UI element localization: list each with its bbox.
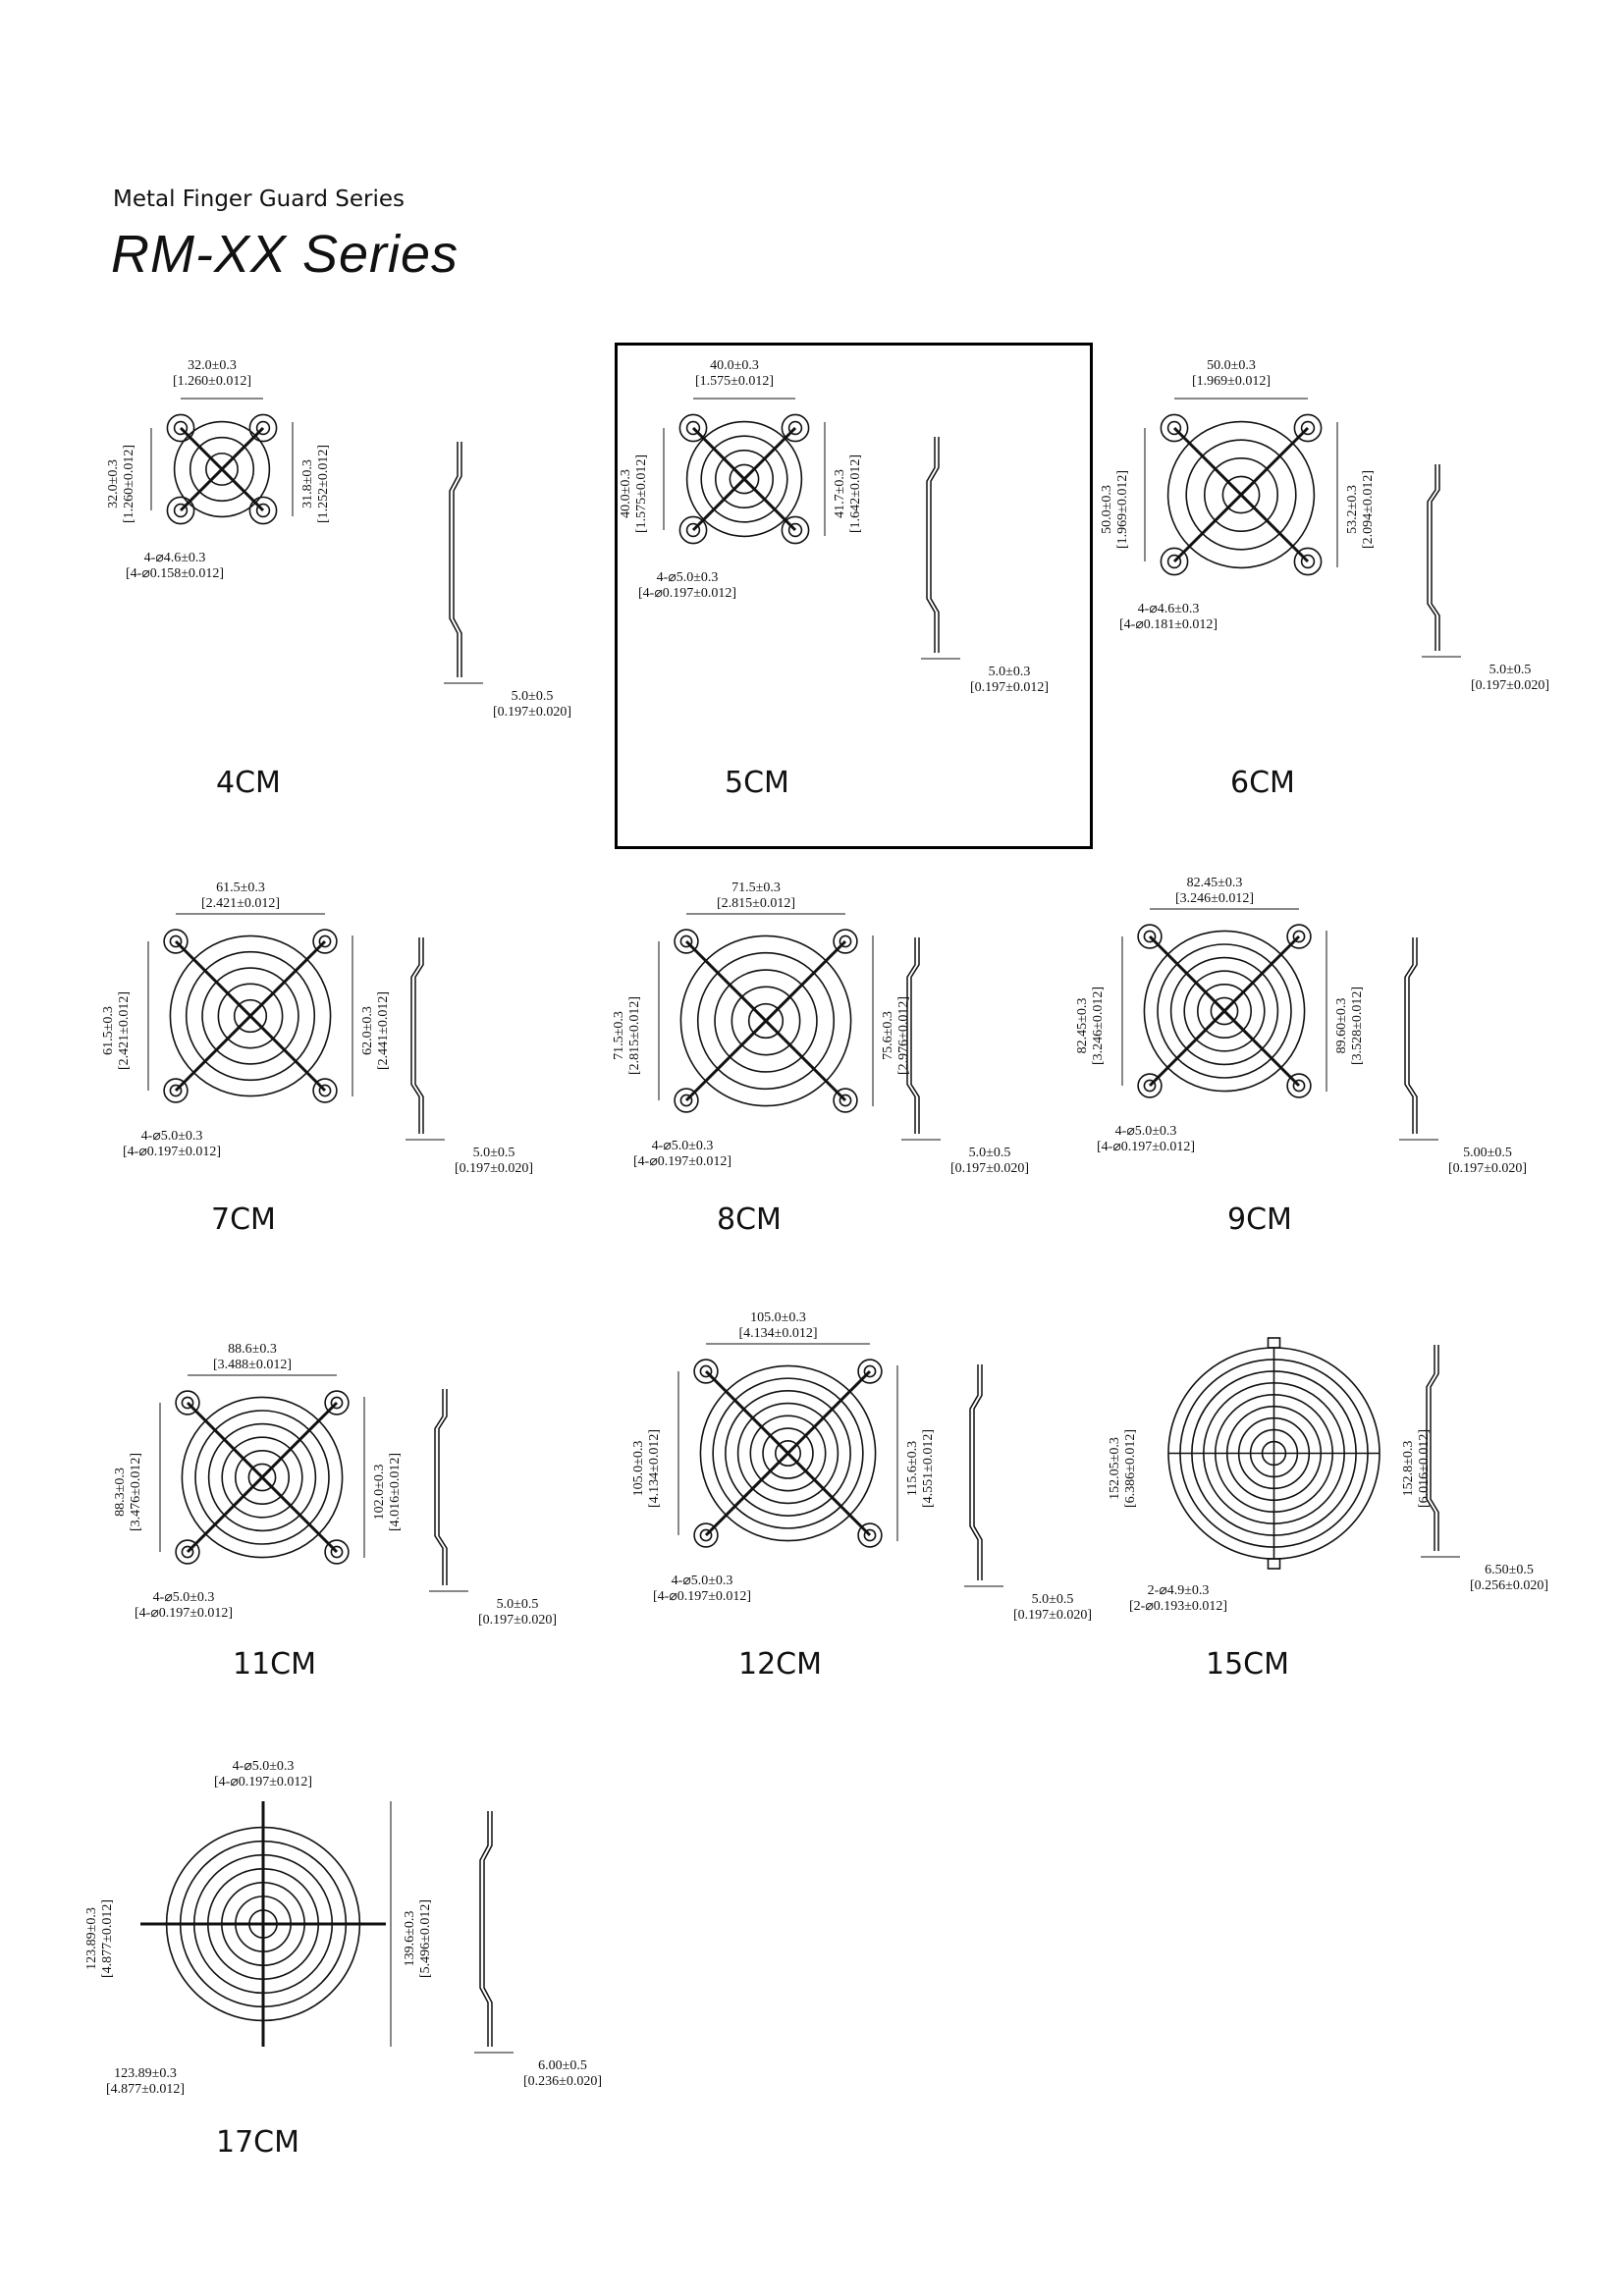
fan-guard-drawing-12cm: [673, 1338, 903, 1569]
thickness-dim-15cm: [1470, 1563, 1548, 1594]
hole-dim-15cm-in: [2-⌀0.193±0.012]: [1129, 1599, 1228, 1614]
side-profile-7cm: [396, 928, 455, 1173]
fan-guard-drawing-17cm: [126, 1787, 401, 2061]
hole-dim-11cm-mm: 4-⌀5.0±0.3: [152, 1590, 215, 1605]
model-caption-4cm: 4CM: [216, 766, 281, 800]
top-dim-11cm-in: [3.488±0.012]: [213, 1358, 293, 1372]
left-dim-6cm-in: [1.969±0.012]: [1115, 469, 1130, 549]
model-caption-15cm: 15CM: [1206, 1647, 1290, 1682]
left-dim-11cm: [113, 1453, 144, 1531]
thickness-dim-4cm: [493, 689, 571, 721]
left-dim-17cm-in: [4.877±0.012]: [100, 1898, 115, 1978]
thickness-dim-8cm-mm: 5.0±0.5: [968, 1146, 1011, 1160]
right-dim-9cm-mm: 89.60±0.3: [1334, 997, 1349, 1054]
right-dim-4cm: [300, 445, 332, 523]
model-caption-12cm: 12CM: [738, 1647, 823, 1682]
thickness-dim-17cm-in: [0.236±0.020]: [523, 2074, 603, 2089]
top-dim-5cm-in: [1.575±0.012]: [695, 374, 775, 389]
hole-dim-6cm: [1119, 602, 1218, 633]
model-caption-5cm: 5CM: [725, 766, 789, 800]
thickness-dim-9cm: [1448, 1146, 1527, 1177]
top-dim-9cm-in: [3.246±0.012]: [1175, 891, 1255, 906]
thickness-dim-17cm: [523, 2058, 602, 2090]
right-dim-8cm-in: [2.976±0.012]: [896, 995, 911, 1075]
top-dim-11cm-mm: 88.6±0.3: [228, 1342, 277, 1357]
top-dim-6cm-mm: 50.0±0.3: [1207, 358, 1256, 373]
left-dim-4cm-in: [1.260±0.012]: [122, 444, 136, 523]
right-dim-11cm-in: [4.016±0.012]: [388, 1452, 403, 1531]
hole-dim-8cm-mm: 4-⌀5.0±0.3: [651, 1139, 714, 1153]
hole-dim-6cm-in: [4-⌀0.181±0.012]: [1119, 617, 1218, 632]
left-dim-5cm-mm: 40.0±0.3: [619, 469, 633, 518]
thickness-dim-6cm-in: [0.197±0.020]: [1471, 678, 1550, 693]
top-dim-11cm: [213, 1342, 292, 1373]
left-dim-15cm-in: [6.386±0.012]: [1123, 1428, 1138, 1508]
thickness-dim-7cm-mm: 5.0±0.5: [472, 1146, 515, 1160]
right-dim-6cm: [1345, 470, 1377, 549]
hole-dim-5cm: [638, 570, 736, 602]
top-dim-7cm: [201, 881, 280, 912]
hole-dim-17cm: [106, 2066, 185, 2098]
hole-dim-7cm-in: [4-⌀0.197±0.012]: [123, 1145, 222, 1159]
side-profile-9cm: [1389, 928, 1448, 1173]
hole-dim-15cm: [1129, 1583, 1227, 1615]
fan-guard-drawing-11cm: [154, 1369, 370, 1585]
top-dim-12cm-in: [4.134±0.012]: [738, 1326, 818, 1341]
thickness-dim-11cm-mm: 5.0±0.5: [496, 1597, 539, 1612]
model-caption-9cm: 9CM: [1227, 1202, 1292, 1237]
thickness-dim-9cm-mm: 5.00±0.5: [1463, 1146, 1512, 1160]
thickness-dim-12cm-mm: 5.0±0.5: [1031, 1592, 1074, 1607]
left-dim-4cm-mm: 32.0±0.3: [106, 459, 121, 508]
hole-dim-12cm-in: [4-⌀0.197±0.012]: [653, 1589, 752, 1604]
thickness-dim-8cm-in: [0.197±0.020]: [950, 1161, 1030, 1176]
left-dim-17cm: [84, 1899, 116, 1978]
top-dim-8cm-mm: 71.5±0.3: [731, 881, 781, 895]
right-dim-12cm-in: [4.551±0.012]: [921, 1428, 936, 1508]
right-dim-11cm-mm: 102.0±0.3: [372, 1464, 387, 1521]
thickness-dim-5cm-mm: 5.0±0.3: [988, 665, 1031, 679]
thickness-dim-12cm-in: [0.197±0.020]: [1013, 1608, 1093, 1623]
fan-guard-drawing-4cm: [145, 393, 298, 546]
right-dim-4cm-in: [1.252±0.012]: [316, 444, 331, 523]
top-dim-4cm-mm: 32.0±0.3: [188, 358, 237, 373]
fan-guard-drawing-7cm: [142, 908, 358, 1124]
thickness-dim-7cm-in: [0.197±0.020]: [455, 1161, 534, 1176]
right-dim-17cm-in: [5.496±0.012]: [418, 1898, 433, 1978]
left-dim-9cm-in: [3.246±0.012]: [1091, 986, 1106, 1065]
left-dim-12cm-mm: 105.0±0.3: [631, 1440, 646, 1496]
left-dim-4cm: [106, 445, 137, 523]
side-profile-11cm: [419, 1379, 478, 1625]
fan-guard-drawing-6cm: [1139, 393, 1343, 597]
left-dim-5cm: [619, 454, 650, 533]
top-dim-17cm-in: [4-⌀0.197±0.012]: [214, 1775, 313, 1789]
hole-dim-4cm-in: [4-⌀0.158±0.012]: [126, 566, 225, 581]
fan-guard-drawing-15cm: [1149, 1328, 1399, 1578]
thickness-dim-4cm-mm: 5.0±0.5: [511, 689, 554, 704]
thickness-dim-15cm-mm: 6.50±0.5: [1485, 1563, 1534, 1577]
thickness-dim-7cm: [455, 1146, 533, 1177]
hole-dim-5cm-in: [4-⌀0.197±0.012]: [638, 586, 737, 601]
left-dim-17cm-mm: 123.89±0.3: [84, 1907, 99, 1970]
hole-dim-4cm: [126, 551, 224, 582]
hole-dim-7cm-mm: 4-⌀5.0±0.3: [140, 1129, 203, 1144]
right-dim-9cm-in: [3.528±0.012]: [1350, 986, 1365, 1065]
top-dim-17cm-mm: 4-⌀5.0±0.3: [232, 1759, 295, 1774]
right-dim-8cm: [881, 996, 912, 1075]
left-dim-7cm: [101, 991, 133, 1070]
side-profile-17cm: [464, 1801, 523, 2086]
hole-dim-5cm-mm: 4-⌀5.0±0.3: [656, 570, 719, 585]
hole-dim-8cm: [633, 1139, 731, 1170]
left-dim-7cm-mm: 61.5±0.3: [101, 1006, 116, 1055]
model-caption-8cm: 8CM: [717, 1202, 782, 1237]
top-dim-4cm: [173, 358, 251, 390]
left-dim-5cm-in: [1.575±0.012]: [634, 454, 649, 533]
thickness-dim-17cm-mm: 6.00±0.5: [538, 2058, 587, 2073]
top-dim-5cm: [695, 358, 774, 390]
right-dim-5cm-mm: 41.7±0.3: [833, 469, 847, 518]
right-dim-8cm-mm: 75.6±0.3: [881, 1011, 895, 1060]
top-dim-12cm: [739, 1310, 818, 1342]
hole-dim-4cm-mm: 4-⌀4.6±0.3: [143, 551, 206, 565]
top-dim-6cm: [1192, 358, 1271, 390]
top-dim-7cm-in: [2.421±0.012]: [201, 896, 281, 911]
right-dim-17cm-mm: 139.6±0.3: [403, 1910, 417, 1967]
right-dim-4cm-mm: 31.8±0.3: [300, 459, 315, 508]
top-dim-17cm: [214, 1759, 312, 1790]
right-dim-6cm-in: [2.094±0.012]: [1361, 469, 1376, 549]
top-dim-8cm: [717, 881, 795, 912]
thickness-dim-9cm-in: [0.197±0.020]: [1448, 1161, 1528, 1176]
right-dim-5cm: [833, 454, 864, 533]
left-dim-6cm: [1100, 470, 1131, 549]
top-dim-5cm-mm: 40.0±0.3: [710, 358, 759, 373]
left-dim-9cm: [1075, 987, 1107, 1065]
thickness-dim-5cm: [970, 665, 1049, 696]
model-caption-7cm: 7CM: [211, 1202, 276, 1237]
right-dim-7cm: [360, 991, 392, 1070]
right-dim-11cm: [372, 1453, 404, 1531]
left-dim-12cm-in: [4.134±0.012]: [647, 1428, 662, 1508]
left-dim-8cm: [612, 996, 643, 1075]
top-dim-8cm-in: [2.815±0.012]: [717, 896, 796, 911]
side-profile-12cm: [954, 1355, 1013, 1620]
left-dim-12cm: [631, 1428, 663, 1507]
thickness-dim-4cm-in: [0.197±0.020]: [493, 705, 572, 720]
right-dim-15cm-in: [6.016±0.012]: [1417, 1428, 1432, 1508]
side-profile-4cm: [434, 432, 493, 717]
right-dim-15cm: [1401, 1428, 1433, 1507]
model-caption-11cm: 11CM: [233, 1647, 317, 1682]
hole-dim-12cm-mm: 4-⌀5.0±0.3: [671, 1574, 733, 1588]
hole-dim-7cm: [123, 1129, 221, 1160]
thickness-dim-6cm-mm: 5.0±0.5: [1489, 663, 1532, 677]
right-dim-7cm-mm: 62.0±0.3: [360, 1006, 375, 1055]
thickness-dim-12cm: [1013, 1592, 1092, 1624]
side-profile-6cm: [1412, 454, 1471, 690]
hole-dim-8cm-in: [4-⌀0.197±0.012]: [633, 1154, 732, 1169]
hole-dim-12cm: [653, 1574, 751, 1605]
thickness-dim-6cm: [1471, 663, 1549, 694]
top-dim-12cm-mm: 105.0±0.3: [750, 1310, 806, 1325]
right-dim-9cm: [1334, 987, 1366, 1065]
thickness-dim-8cm: [950, 1146, 1029, 1177]
thickness-dim-11cm: [478, 1597, 557, 1629]
left-dim-7cm-in: [2.421±0.012]: [117, 990, 132, 1070]
right-dim-17cm: [403, 1899, 434, 1978]
left-dim-15cm: [1108, 1428, 1139, 1507]
model-caption-17cm: 17CM: [216, 2125, 300, 2160]
left-dim-15cm-mm: 152.05±0.3: [1108, 1436, 1122, 1500]
left-dim-8cm-mm: 71.5±0.3: [612, 1011, 626, 1060]
right-dim-12cm: [905, 1428, 937, 1507]
hole-dim-11cm-in: [4-⌀0.197±0.012]: [135, 1606, 234, 1621]
hole-dim-6cm-mm: 4-⌀4.6±0.3: [1137, 602, 1200, 616]
hole-dim-17cm-in: [4.877±0.012]: [106, 2082, 186, 2097]
right-dim-7cm-in: [2.441±0.012]: [376, 990, 391, 1070]
right-dim-5cm-in: [1.642±0.012]: [848, 454, 863, 533]
fan-guard-drawing-5cm: [658, 393, 831, 565]
side-profile-5cm: [911, 427, 970, 692]
top-dim-6cm-in: [1.969±0.012]: [1192, 374, 1272, 389]
fan-guard-drawing-8cm: [653, 908, 879, 1134]
right-dim-6cm-mm: 53.2±0.3: [1345, 485, 1360, 534]
series-title: RM-XX Series: [111, 225, 460, 284]
hole-dim-9cm-mm: 4-⌀5.0±0.3: [1114, 1124, 1177, 1139]
top-dim-9cm-mm: 82.45±0.3: [1186, 876, 1243, 890]
hole-dim-9cm-in: [4-⌀0.197±0.012]: [1097, 1140, 1196, 1154]
series-subtitle: Metal Finger Guard Series: [113, 187, 406, 212]
left-dim-9cm-mm: 82.45±0.3: [1075, 997, 1090, 1054]
hole-dim-15cm-mm: 2-⌀4.9±0.3: [1147, 1583, 1210, 1598]
hole-dim-11cm: [135, 1590, 233, 1622]
left-dim-6cm-mm: 50.0±0.3: [1100, 485, 1114, 534]
right-dim-15cm-mm: 152.8±0.3: [1401, 1440, 1416, 1496]
fan-guard-drawing-9cm: [1116, 903, 1332, 1119]
top-dim-4cm-in: [1.260±0.012]: [173, 374, 252, 389]
left-dim-8cm-in: [2.815±0.012]: [627, 995, 642, 1075]
hole-dim-9cm: [1097, 1124, 1195, 1155]
thickness-dim-11cm-in: [0.197±0.020]: [478, 1613, 558, 1628]
left-dim-11cm-in: [3.476±0.012]: [129, 1452, 143, 1531]
right-dim-12cm-mm: 115.6±0.3: [905, 1440, 920, 1496]
left-dim-11cm-mm: 88.3±0.3: [113, 1468, 128, 1517]
thickness-dim-5cm-in: [0.197±0.012]: [970, 680, 1050, 695]
top-dim-7cm-mm: 61.5±0.3: [216, 881, 265, 895]
hole-dim-17cm-mm: 123.89±0.3: [114, 2066, 177, 2081]
model-caption-6cm: 6CM: [1230, 766, 1295, 800]
thickness-dim-15cm-in: [0.256±0.020]: [1470, 1578, 1549, 1593]
top-dim-9cm: [1175, 876, 1254, 907]
